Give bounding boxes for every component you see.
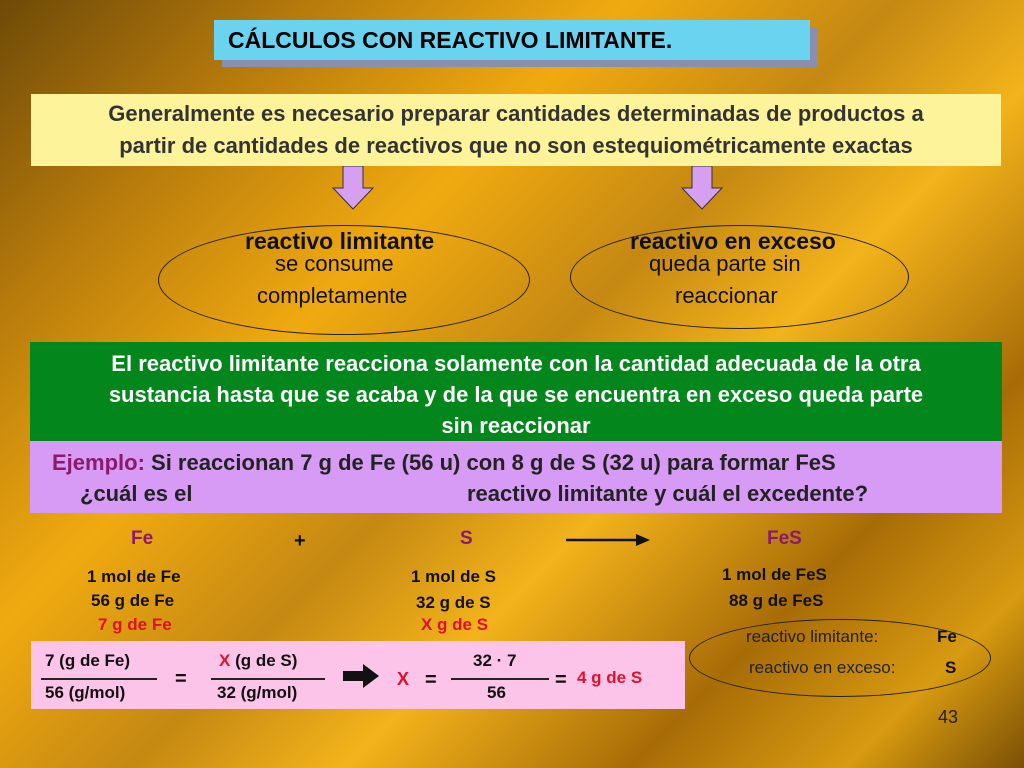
- excess-line-2: reaccionar: [675, 283, 778, 308]
- down-arrow-icon: [331, 166, 375, 210]
- fraction2-denominator: 32 (g/mol): [217, 683, 298, 702]
- fraction2-num-text: (g de S): [230, 651, 298, 670]
- implies-arrow-icon: [343, 664, 381, 688]
- explanation-line-3: sin reaccionar: [441, 413, 591, 438]
- equals-1: =: [175, 668, 187, 690]
- fraction2-x: X: [219, 651, 231, 670]
- intro-line-2: partir de cantidades de reactivos que no son estequiométricamente exactas: [119, 133, 913, 158]
- x-variable: X: [397, 669, 410, 689]
- s-given: X g de S: [421, 615, 489, 634]
- result-value: 4 g de S: [577, 668, 643, 687]
- example-line-2b: reactivo limitante y cuál el excedente?: [467, 481, 869, 506]
- limiting-head: reactivo limitante: [245, 228, 435, 254]
- calculation-box: [31, 641, 685, 709]
- example-line-2a: ¿cuál es el: [80, 481, 193, 506]
- equals-2: =: [425, 669, 437, 691]
- fe-given: 7 g de Fe: [98, 615, 172, 634]
- example-line-1: [52, 447, 836, 478]
- example-label: Ejemplo:: [52, 450, 145, 475]
- fe-grams: 56 g de Fe: [91, 591, 175, 610]
- fes-grams: 88 g de FeS: [729, 591, 824, 610]
- excess-head: reactivo en exceso: [630, 228, 836, 254]
- reactant-s: S: [460, 528, 473, 549]
- fes-mol: 1 mol de FeS: [722, 565, 827, 584]
- reaction-arrow-icon: [566, 531, 652, 549]
- example-text-1: Si reaccionan 7 g de Fe (56 u) con 8 g de S (32 u) para formar FeS: [144, 450, 836, 475]
- explanation-line-1: El reactivo limitante reacciona solamente con la cantidad adecuada de la otra: [111, 351, 921, 376]
- fraction1-denominator: 56 (g/mol): [45, 683, 126, 702]
- slide-title: CÁLCULOS CON REACTIVO LIMITANTE.: [214, 20, 810, 60]
- down-arrow-icon: [680, 166, 724, 210]
- fraction2-bar: [211, 678, 325, 680]
- equals-3: =: [555, 669, 567, 691]
- result-excess-label: reactivo en exceso:: [749, 658, 896, 677]
- s-mol: 1 mol de S: [411, 567, 497, 586]
- excess-line-1: queda parte sin: [649, 251, 801, 276]
- result-excess-value: S: [945, 658, 957, 677]
- s-grams: 32 g de S: [416, 593, 491, 612]
- intro-line-1: Generalmente es necesario preparar cantidades determinadas de productos a: [108, 101, 924, 126]
- fraction3-numerator: 32 · 7: [473, 651, 517, 670]
- result-limiting-label: reactivo limitante:: [746, 627, 879, 646]
- reactant-fe: Fe: [131, 528, 154, 549]
- fraction1-bar: [41, 678, 157, 680]
- fraction1-numerator: 7 (g de Fe): [45, 651, 131, 670]
- fraction2-numerator: [219, 651, 297, 671]
- intro-box: [31, 94, 1001, 166]
- excess-reagent-ellipse: [570, 225, 909, 329]
- explanation-line-2: sustancia hasta que se acaba y de la que se encuentra en exceso queda parte: [108, 382, 924, 407]
- example-box: [30, 441, 1002, 513]
- product-fes: FeS: [767, 528, 802, 549]
- limiting-line-2: completamente: [257, 283, 408, 308]
- result-limiting-value: Fe: [937, 627, 957, 646]
- explanation-box: [30, 342, 1002, 442]
- result-ellipse: [689, 619, 991, 697]
- limiting-reagent-ellipse: [158, 225, 530, 335]
- page-number: 43: [938, 707, 959, 727]
- fraction3-bar: [451, 678, 549, 680]
- fe-mol: 1 mol de Fe: [87, 567, 181, 586]
- limiting-line-1: se consume: [275, 251, 394, 276]
- fraction3-denominator: 56: [487, 683, 506, 702]
- plus-sign: +: [294, 530, 306, 552]
